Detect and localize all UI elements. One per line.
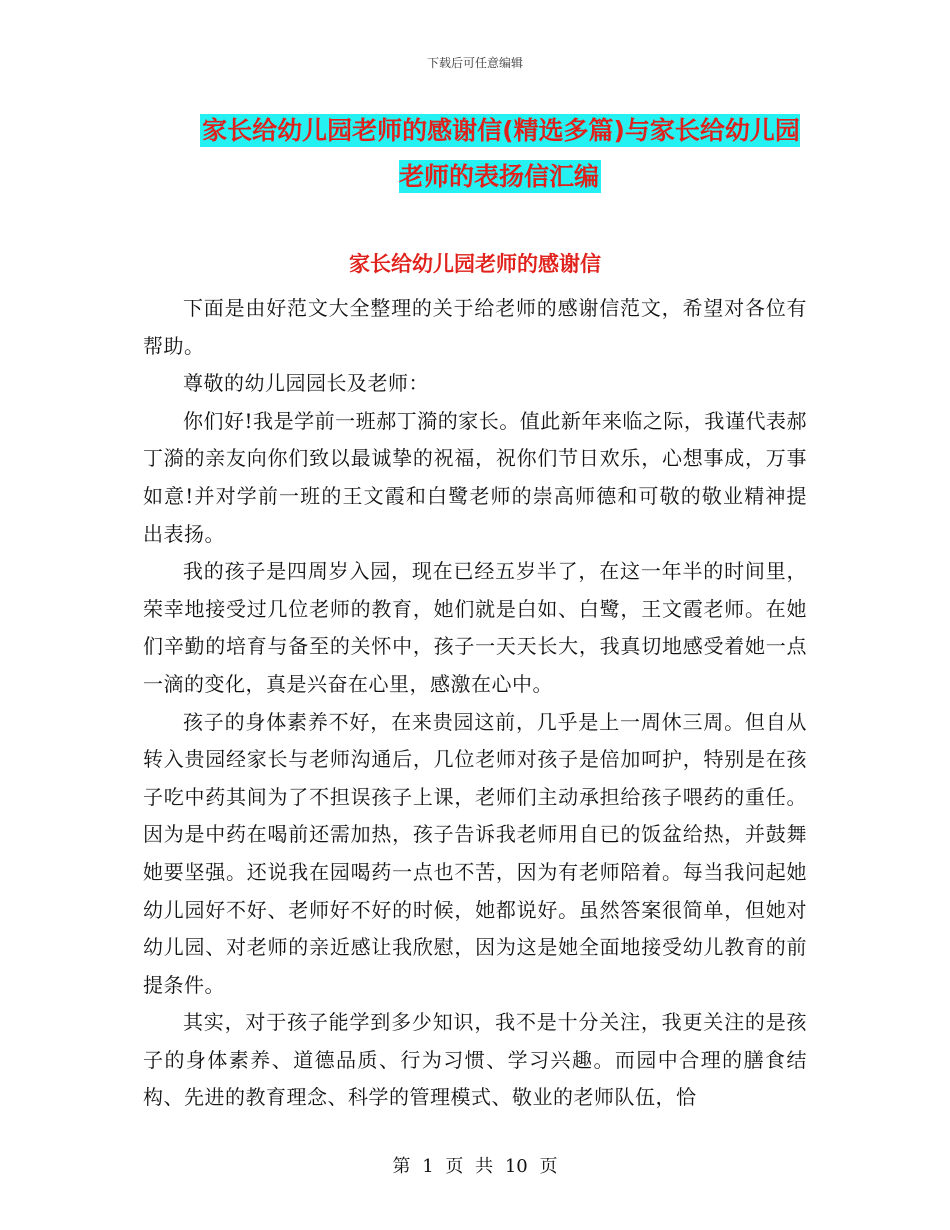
download-note: 下载后可任意编辑 [426,56,523,70]
paragraph-salutation: 尊敬的幼儿园园长及老师： [183,371,429,396]
letter-body [143,290,807,1117]
document-title [190,108,810,200]
paragraph-intro: 下面是由好范文大全整理的关于给老师的感谢信范文，希望对各位有帮助。 [143,296,807,358]
document-title-text: 家长给幼儿园老师的感谢信(精选多篇)与家长给幼儿园老师的表扬信汇编 [202,116,800,191]
section-title: 家长给幼儿园老师的感谢信 [349,252,601,276]
page-number: 第 1 页 共 10 页 [392,1156,558,1177]
paragraph-greeting: 你们好!我是学前一班郝丁漪的家长。值此新年来临之际，我谨代表郝丁漪的亲友向你们致以最诚挚的祝福，祝你们节日欢乐，心想事成，万事如意!并对学前一班的王文霞和白鹭老师的崇高师德和可敬的敬业精神提出表扬。 [143,408,807,546]
paragraph-health: 孩子的身体素养不好，在来贵园这前，几乎是上一周休三周。但自从转入贵园经家长与老师沟通后，几位老师对孩子是倍加呵护，特别是在孩子吃中药其间为了不担误孩子上课，老师们主动承担给孩子喂药的重任。因为是中药在喝前还需加热，孩子告诉我老师用自已的饭盆给热，并鼓舞她要坚强。还说我在园喝药一点也不苦，因为有老师陪着。每当我问起她幼儿园好不好、老师好不好的时候，她都说好。虽然答案很简单，但她对幼儿园、对老师的亲近感让我欣慰，因为这是她全面地接受幼儿教育的前提条件。 [143,709,807,997]
paragraph-values: 其实，对于孩子能学到多少知识，我不是十分关注，我更关注的是孩子的身体素养、道德品质、行为习惯、学习兴趣。而园中合理的膳食结构、先进的教育理念、科学的管理模式、敬业的老师队伍，恰 [143,1010,807,1110]
paragraph-child-growth: 我的孩子是四周岁入园，现在已经五岁半了，在这一年半的时间里，荣幸地接受过几位老师的教育，她们就是白如、白鹭，王文霞老师。在她们辛勤的培育与备至的关怀中，孩子一天天长大，我真切地感受着她一点一滴的变化，真是兴奋在心里，感激在心中。 [143,559,807,696]
